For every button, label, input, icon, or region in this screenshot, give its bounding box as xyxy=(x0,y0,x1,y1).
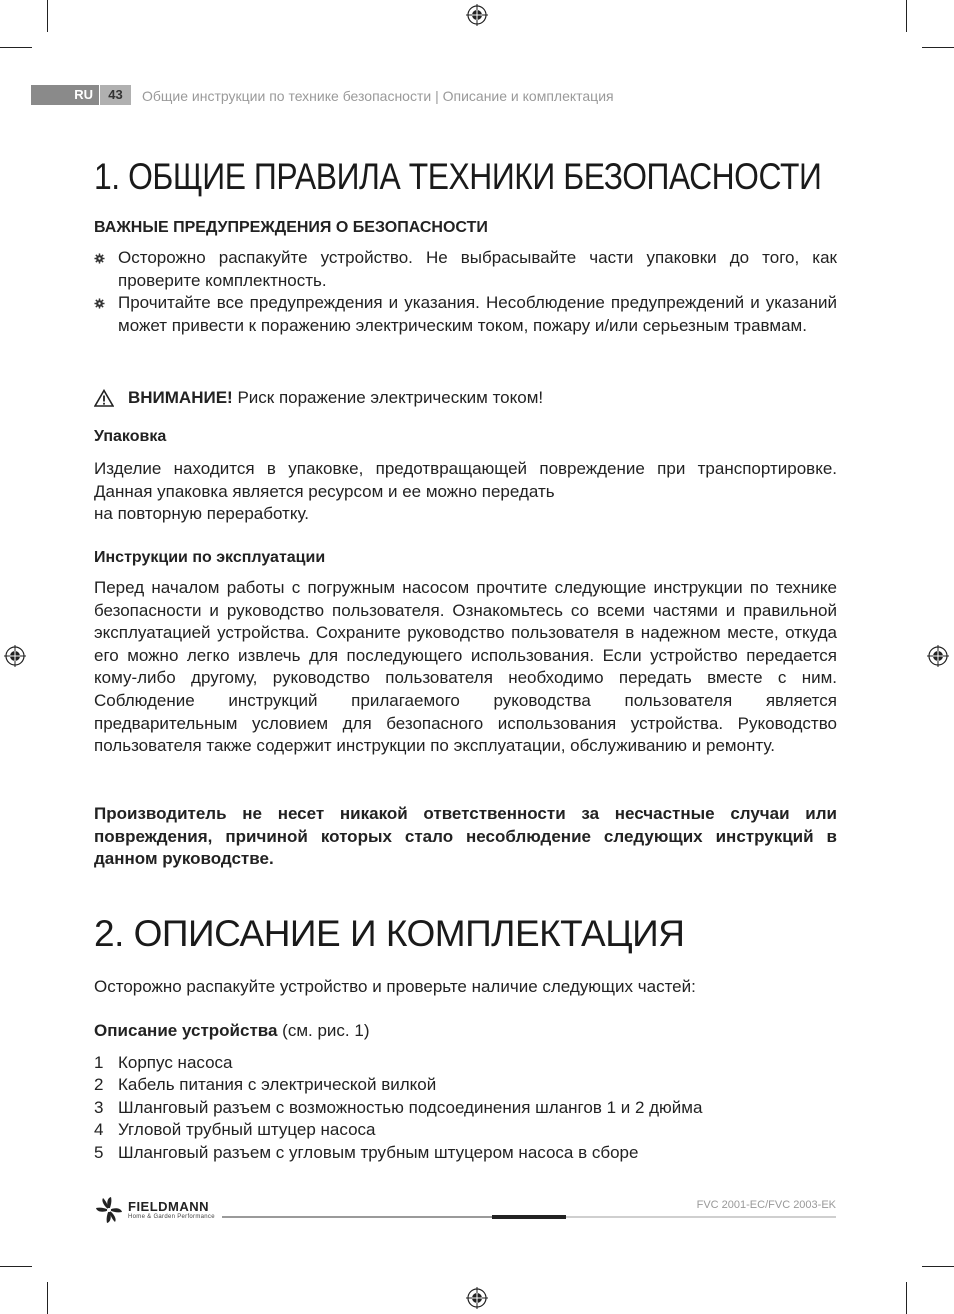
caution-label: ВНИМАНИЕ! xyxy=(128,388,233,407)
fieldmann-logo xyxy=(94,1196,215,1224)
item-text: Корпус насоса xyxy=(118,1052,233,1072)
gear-bullet-icon xyxy=(94,298,105,309)
intro-text: Осторожно распакуйте устройство и проверьте наличие следующих частей: xyxy=(94,977,696,996)
section-2-title: 2. ОПИСАНИЕ И КОМПЛЕКТАЦИЯ xyxy=(94,913,685,954)
item-number: 2 xyxy=(94,1075,104,1095)
registration-mark-icon xyxy=(466,4,488,26)
item-number: 5 xyxy=(94,1142,104,1162)
device-description xyxy=(94,1020,837,1165)
list-item xyxy=(94,1142,837,1165)
running-header-title: Общие инструкции по технике безопасности | Описание и комплектация xyxy=(142,88,614,104)
registration-mark-icon xyxy=(466,1287,488,1309)
packaging-text-cont: на повторную переработку. xyxy=(94,504,309,524)
list-item xyxy=(94,1119,837,1142)
footer-divider xyxy=(222,1216,492,1218)
fan-logo-icon xyxy=(94,1196,124,1224)
brand-name: FIELDMANN xyxy=(128,1198,210,1214)
item-number: 1 xyxy=(94,1052,104,1072)
item-text: Угловой трубный штуцер насоса xyxy=(118,1120,376,1140)
list-item xyxy=(94,1074,837,1097)
safety-warnings xyxy=(94,219,837,337)
crop-mark xyxy=(47,0,48,32)
packaging-text: Изделие находится в упаковке, предотвращающей повреждение при транспортировке. Данная упаковка является ресурсом и ее можно передать xyxy=(94,459,837,501)
language-badge: RU xyxy=(31,85,99,105)
crop-mark xyxy=(922,1266,954,1267)
crop-mark xyxy=(906,1282,907,1314)
warnings-list xyxy=(94,247,837,337)
section-2-intro xyxy=(94,976,837,999)
footer-divider xyxy=(566,1216,836,1218)
warning-triangle-icon xyxy=(94,389,114,407)
section-1-title: 1. ОБЩИЕ ПРАВИЛА ТЕХНИКИ БЕЗОПАСНОСТИ xyxy=(94,156,822,197)
bullet-text: Осторожно распакуйте устройство. Не выбрасывайте части упаковки до того, как проверите комплектность. xyxy=(118,248,837,290)
list-item xyxy=(94,247,837,292)
item-text: Шланговый разъем с возможностью подсоединения шлангов 1 и 2 дюйма xyxy=(118,1097,703,1117)
instructions-heading: Инструкции по эксплуатации xyxy=(94,549,326,566)
instructions-text: Перед началом работы с погружным насосом прочтите следующие инструкции по технике безопасности и руководство пользователя. Ознакомьтесь со всеми частями и правильной эксплуатацией устройства. Сохраните руководство пользователя в надежном месте, откуда его можно легко извлечь для последующего использования. Если устройство передается кому-либо другому, руководство пользователя необходимо передать вместе с ним. Соблюдение инструкций прилагаемого руководства пользователя является предварительным условием для безопасного использования устройства. Руководство пользователя также содержит инструкции по эксплуатации, обслуживанию и ремонту. xyxy=(94,578,837,756)
warnings-heading: ВАЖНЫЕ ПРЕДУПРЕЖДЕНИЯ О БЕЗОПАСНОСТИ xyxy=(94,219,488,236)
item-number: 4 xyxy=(94,1120,104,1140)
model-number: FVC 2001-EC/FVC 2003-EK xyxy=(696,1199,836,1211)
section-1 xyxy=(94,156,837,198)
device-heading-ref: (см. рис. 1) xyxy=(277,1021,370,1040)
registration-mark-icon xyxy=(927,645,949,667)
device-heading: Описание устройства xyxy=(94,1021,278,1040)
instructions-section xyxy=(94,549,837,758)
crop-mark xyxy=(0,1266,32,1267)
item-text: Шланговый разъем с угловым трубным штуцером насоса в сборе xyxy=(118,1142,639,1162)
list-item xyxy=(94,1097,837,1120)
crop-mark xyxy=(47,1282,48,1314)
caution-text: Риск поражение электрическим током! xyxy=(232,388,544,407)
registration-mark-icon xyxy=(4,645,26,667)
item-number: 3 xyxy=(94,1097,104,1117)
crop-mark xyxy=(922,47,954,48)
packaging-heading: Упаковка xyxy=(94,428,167,445)
disclaimer-text: Производитель не несет никакой ответственности за несчастные случаи или повреждения, причиной которых стало несоблюдение следующих инструкций в данном руководстве. xyxy=(94,804,837,869)
packaging-section xyxy=(94,428,837,526)
caution-line xyxy=(94,388,837,408)
parts-list xyxy=(94,1052,837,1165)
page-number: 43 xyxy=(100,85,131,105)
brand-tagline: Home & Garden Performance xyxy=(128,1213,215,1220)
crop-mark xyxy=(0,47,32,48)
list-item xyxy=(94,1052,837,1075)
item-text: Кабель питания с электрической вилкой xyxy=(118,1075,437,1095)
disclaimer xyxy=(94,803,837,871)
gear-bullet-icon xyxy=(94,253,105,264)
list-item xyxy=(94,292,837,337)
footer-divider-accent xyxy=(492,1215,566,1219)
bullet-text: Прочитайте все предупреждения и указания. Несоблюдение предупреждений и указаний может привести к поражению электрическим током, пожару и/или серьезным травмам. xyxy=(118,293,837,335)
crop-mark xyxy=(906,0,907,32)
section-2 xyxy=(94,913,837,955)
